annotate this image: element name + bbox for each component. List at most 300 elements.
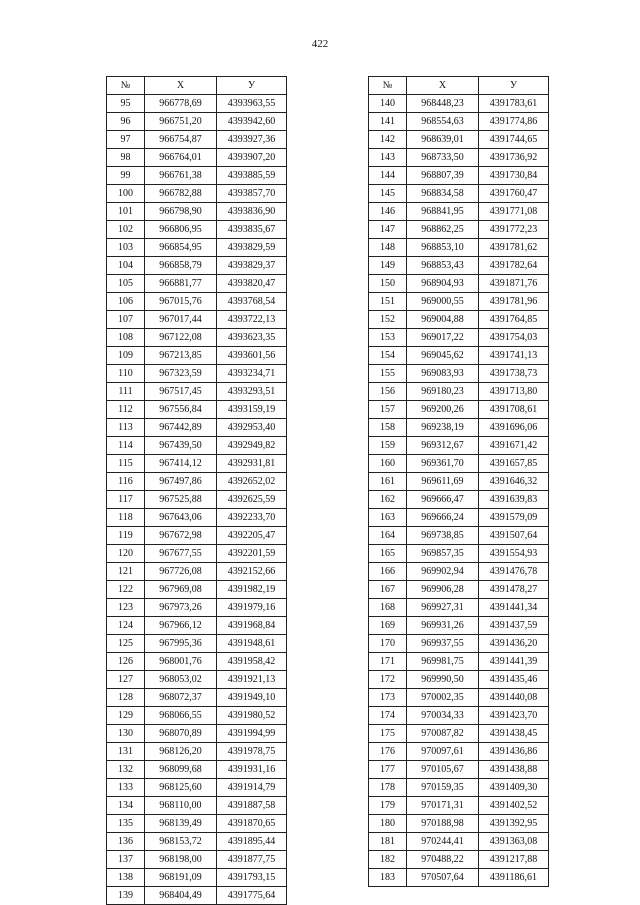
y-coordinate: 4391968,84 [217, 617, 287, 635]
y-coordinate: 4391980,52 [217, 707, 287, 725]
table-row [107, 635, 287, 653]
y-coordinate: 4391914,79 [217, 779, 287, 797]
point-number: 126 [107, 653, 145, 671]
table-row [107, 545, 287, 563]
coordinates-table-left [106, 76, 287, 905]
point-number: 151 [369, 293, 407, 311]
x-coordinate: 966806,95 [145, 221, 217, 239]
point-number: 181 [369, 833, 407, 851]
table-row [369, 365, 549, 383]
y-coordinate: 4391775,64 [217, 887, 287, 905]
y-coordinate: 4391409,30 [479, 779, 549, 797]
table-row [369, 167, 549, 185]
table-row [107, 779, 287, 797]
point-number: 183 [369, 869, 407, 887]
y-coordinate: 4392652,02 [217, 473, 287, 491]
x-coordinate: 968404,49 [145, 887, 217, 905]
table-row [369, 545, 549, 563]
point-number: 123 [107, 599, 145, 617]
y-coordinate: 4393601,56 [217, 347, 287, 365]
x-coordinate: 968554,63 [407, 113, 479, 131]
point-number: 138 [107, 869, 145, 887]
y-coordinate: 4391870,65 [217, 815, 287, 833]
point-number: 96 [107, 113, 145, 131]
point-number: 165 [369, 545, 407, 563]
y-coordinate: 4391363,08 [479, 833, 549, 851]
x-coordinate: 966764,01 [145, 149, 217, 167]
table-row [107, 311, 287, 329]
y-coordinate: 4391696,06 [479, 419, 549, 437]
x-coordinate: 967517,45 [145, 383, 217, 401]
y-coordinate: 4391781,96 [479, 293, 549, 311]
point-number: 117 [107, 491, 145, 509]
x-coordinate: 968733,50 [407, 149, 479, 167]
x-coordinate: 967439,50 [145, 437, 217, 455]
y-coordinate: 4391646,32 [479, 473, 549, 491]
x-coordinate: 968099,68 [145, 761, 217, 779]
x-coordinate: 967414,12 [145, 455, 217, 473]
point-number: 98 [107, 149, 145, 167]
y-coordinate: 4391438,88 [479, 761, 549, 779]
point-number: 144 [369, 167, 407, 185]
table-row [107, 185, 287, 203]
point-number: 158 [369, 419, 407, 437]
x-coordinate: 967015,76 [145, 293, 217, 311]
y-coordinate: 4391554,93 [479, 545, 549, 563]
point-number: 148 [369, 239, 407, 257]
y-coordinate: 4391738,73 [479, 365, 549, 383]
x-coordinate: 968053,02 [145, 671, 217, 689]
y-coordinate: 4392233,70 [217, 509, 287, 527]
y-coordinate: 4391441,34 [479, 599, 549, 617]
x-coordinate: 969180,23 [407, 383, 479, 401]
point-number: 174 [369, 707, 407, 725]
table-row [369, 851, 549, 869]
x-coordinate: 967966,12 [145, 617, 217, 635]
x-coordinate: 969000,55 [407, 293, 479, 311]
table-row [107, 383, 287, 401]
y-coordinate: 4393942,60 [217, 113, 287, 131]
table-row [369, 347, 549, 365]
coordinates-table-right [368, 76, 549, 887]
x-coordinate: 966761,38 [145, 167, 217, 185]
table-row [369, 707, 549, 725]
x-coordinate: 966881,77 [145, 275, 217, 293]
header-number: № [369, 77, 407, 95]
table-row [369, 185, 549, 203]
point-number: 116 [107, 473, 145, 491]
table-row [369, 653, 549, 671]
table-row [107, 239, 287, 257]
table-row [107, 887, 287, 905]
y-coordinate: 4393907,20 [217, 149, 287, 167]
point-number: 128 [107, 689, 145, 707]
y-coordinate: 4391772,23 [479, 221, 549, 239]
y-coordinate: 4391921,13 [217, 671, 287, 689]
y-coordinate: 4391895,44 [217, 833, 287, 851]
x-coordinate: 970159,35 [407, 779, 479, 797]
table-row [107, 473, 287, 491]
table-row [369, 725, 549, 743]
x-coordinate: 969611,69 [407, 473, 479, 491]
x-coordinate: 967672,98 [145, 527, 217, 545]
point-number: 124 [107, 617, 145, 635]
y-coordinate: 4391741,13 [479, 347, 549, 365]
header-x: X [407, 77, 479, 95]
table-row [107, 743, 287, 761]
x-coordinate: 968862,25 [407, 221, 479, 239]
table-row [369, 131, 549, 149]
point-number: 171 [369, 653, 407, 671]
x-coordinate: 968904,93 [407, 275, 479, 293]
y-coordinate: 4391994,99 [217, 725, 287, 743]
point-number: 114 [107, 437, 145, 455]
y-coordinate: 4391392,95 [479, 815, 549, 833]
table-row [107, 797, 287, 815]
x-coordinate: 966798,90 [145, 203, 217, 221]
x-coordinate: 968841,95 [407, 203, 479, 221]
y-coordinate: 4391764,85 [479, 311, 549, 329]
x-coordinate: 967726,08 [145, 563, 217, 581]
x-coordinate: 969361,70 [407, 455, 479, 473]
table-row [107, 365, 287, 383]
y-coordinate: 4392931,81 [217, 455, 287, 473]
x-coordinate: 969906,28 [407, 581, 479, 599]
x-coordinate: 969927,31 [407, 599, 479, 617]
point-number: 106 [107, 293, 145, 311]
y-coordinate: 4393159,19 [217, 401, 287, 419]
point-number: 121 [107, 563, 145, 581]
table-row [107, 437, 287, 455]
table-row [369, 275, 549, 293]
point-number: 104 [107, 257, 145, 275]
point-number: 135 [107, 815, 145, 833]
point-number: 139 [107, 887, 145, 905]
point-number: 172 [369, 671, 407, 689]
table-row [369, 419, 549, 437]
x-coordinate: 969902,94 [407, 563, 479, 581]
table-row [369, 869, 549, 887]
y-coordinate: 4391931,16 [217, 761, 287, 779]
y-coordinate: 4391713,80 [479, 383, 549, 401]
point-number: 108 [107, 329, 145, 347]
x-coordinate: 970002,35 [407, 689, 479, 707]
point-number: 101 [107, 203, 145, 221]
x-coordinate: 968125,60 [145, 779, 217, 797]
table-row [369, 221, 549, 239]
table-row [107, 149, 287, 167]
x-coordinate: 966854,95 [145, 239, 217, 257]
table-row [369, 401, 549, 419]
x-coordinate: 967497,86 [145, 473, 217, 491]
table-row [107, 815, 287, 833]
table-row [369, 383, 549, 401]
x-coordinate: 970244,41 [407, 833, 479, 851]
x-coordinate: 969666,24 [407, 509, 479, 527]
y-coordinate: 4391435,46 [479, 671, 549, 689]
point-number: 156 [369, 383, 407, 401]
x-coordinate: 969017,22 [407, 329, 479, 347]
x-coordinate: 968066,55 [145, 707, 217, 725]
table-row [369, 455, 549, 473]
point-number: 113 [107, 419, 145, 437]
y-coordinate: 4391949,10 [217, 689, 287, 707]
table-row [107, 707, 287, 725]
y-coordinate: 4391771,08 [479, 203, 549, 221]
table-row [107, 509, 287, 527]
point-number: 140 [369, 95, 407, 113]
y-coordinate: 4391217,88 [479, 851, 549, 869]
x-coordinate: 970105,67 [407, 761, 479, 779]
y-coordinate: 4392625,59 [217, 491, 287, 509]
table-header-row [107, 77, 287, 95]
point-number: 147 [369, 221, 407, 239]
y-coordinate: 4393820,47 [217, 275, 287, 293]
table-row [369, 617, 549, 635]
table-row [107, 221, 287, 239]
point-number: 120 [107, 545, 145, 563]
y-coordinate: 4391979,16 [217, 599, 287, 617]
point-number: 162 [369, 491, 407, 509]
x-coordinate: 968853,10 [407, 239, 479, 257]
y-coordinate: 4392152,66 [217, 563, 287, 581]
point-number: 146 [369, 203, 407, 221]
point-number: 141 [369, 113, 407, 131]
x-coordinate: 969666,47 [407, 491, 479, 509]
point-number: 166 [369, 563, 407, 581]
table-row [107, 527, 287, 545]
x-coordinate: 967442,89 [145, 419, 217, 437]
point-number: 159 [369, 437, 407, 455]
y-coordinate: 4391774,86 [479, 113, 549, 131]
y-coordinate: 4391579,09 [479, 509, 549, 527]
table-row [107, 689, 287, 707]
point-number: 180 [369, 815, 407, 833]
x-coordinate: 966778,69 [145, 95, 217, 113]
table-row [107, 761, 287, 779]
x-coordinate: 967556,84 [145, 401, 217, 419]
point-number: 105 [107, 275, 145, 293]
y-coordinate: 4391793,15 [217, 869, 287, 887]
x-coordinate: 968853,43 [407, 257, 479, 275]
y-coordinate: 4391423,70 [479, 707, 549, 725]
table-row [369, 833, 549, 851]
x-coordinate: 966858,79 [145, 257, 217, 275]
y-coordinate: 4392205,47 [217, 527, 287, 545]
y-coordinate: 4391438,45 [479, 725, 549, 743]
y-coordinate: 4391478,27 [479, 581, 549, 599]
y-coordinate: 4391639,83 [479, 491, 549, 509]
point-number: 122 [107, 581, 145, 599]
point-number: 176 [369, 743, 407, 761]
point-number: 132 [107, 761, 145, 779]
y-coordinate: 4391507,64 [479, 527, 549, 545]
table-row [369, 599, 549, 617]
table-row [107, 113, 287, 131]
table-row [369, 527, 549, 545]
point-number: 137 [107, 851, 145, 869]
x-coordinate: 968153,72 [145, 833, 217, 851]
point-number: 112 [107, 401, 145, 419]
x-coordinate: 968070,89 [145, 725, 217, 743]
y-coordinate: 4391781,62 [479, 239, 549, 257]
y-coordinate: 4391982,19 [217, 581, 287, 599]
x-coordinate: 969312,67 [407, 437, 479, 455]
x-coordinate: 969200,26 [407, 401, 479, 419]
x-coordinate: 968139,49 [145, 815, 217, 833]
y-coordinate: 4391186,61 [479, 869, 549, 887]
table-row [369, 743, 549, 761]
table-row [107, 653, 287, 671]
point-number: 178 [369, 779, 407, 797]
x-coordinate: 968001,76 [145, 653, 217, 671]
x-coordinate: 969083,93 [407, 365, 479, 383]
point-number: 97 [107, 131, 145, 149]
point-number: 119 [107, 527, 145, 545]
table-row [369, 437, 549, 455]
table-row [369, 761, 549, 779]
point-number: 150 [369, 275, 407, 293]
table-row [369, 689, 549, 707]
point-number: 182 [369, 851, 407, 869]
header-y: У [479, 77, 549, 95]
point-number: 179 [369, 797, 407, 815]
header-y: У [217, 77, 287, 95]
point-number: 168 [369, 599, 407, 617]
point-number: 134 [107, 797, 145, 815]
table-row [369, 203, 549, 221]
page-number: 422 [311, 38, 329, 50]
table-row [107, 329, 287, 347]
y-coordinate: 4391730,84 [479, 167, 549, 185]
point-number: 145 [369, 185, 407, 203]
y-coordinate: 4391436,20 [479, 635, 549, 653]
y-coordinate: 4393829,37 [217, 257, 287, 275]
point-number: 157 [369, 401, 407, 419]
point-number: 169 [369, 617, 407, 635]
point-number: 149 [369, 257, 407, 275]
x-coordinate: 968072,37 [145, 689, 217, 707]
x-coordinate: 967122,08 [145, 329, 217, 347]
table-row [107, 419, 287, 437]
point-number: 131 [107, 743, 145, 761]
table-row [369, 149, 549, 167]
table-row [369, 473, 549, 491]
table-row [107, 671, 287, 689]
x-coordinate: 967969,08 [145, 581, 217, 599]
point-number: 152 [369, 311, 407, 329]
point-number: 115 [107, 455, 145, 473]
table-row [107, 95, 287, 113]
point-number: 154 [369, 347, 407, 365]
point-number: 109 [107, 347, 145, 365]
point-number: 161 [369, 473, 407, 491]
point-number: 142 [369, 131, 407, 149]
x-coordinate: 966754,87 [145, 131, 217, 149]
table-row [369, 779, 549, 797]
table-row [369, 635, 549, 653]
y-coordinate: 4393857,70 [217, 185, 287, 203]
y-coordinate: 4392949,82 [217, 437, 287, 455]
x-coordinate: 967213,85 [145, 347, 217, 365]
header-x: X [145, 77, 217, 95]
table-row [107, 293, 287, 311]
point-number: 103 [107, 239, 145, 257]
point-number: 130 [107, 725, 145, 743]
y-coordinate: 4391657,85 [479, 455, 549, 473]
point-number: 127 [107, 671, 145, 689]
point-number: 153 [369, 329, 407, 347]
point-number: 160 [369, 455, 407, 473]
point-number: 163 [369, 509, 407, 527]
x-coordinate: 968110,00 [145, 797, 217, 815]
table-row [107, 563, 287, 581]
y-coordinate: 4391958,42 [217, 653, 287, 671]
table-row [369, 563, 549, 581]
x-coordinate: 970488,22 [407, 851, 479, 869]
y-coordinate: 4391440,08 [479, 689, 549, 707]
table-row [369, 239, 549, 257]
point-number: 129 [107, 707, 145, 725]
point-number: 125 [107, 635, 145, 653]
y-coordinate: 4391754,03 [479, 329, 549, 347]
y-coordinate: 4391736,92 [479, 149, 549, 167]
point-number: 175 [369, 725, 407, 743]
y-coordinate: 4391437,59 [479, 617, 549, 635]
point-number: 118 [107, 509, 145, 527]
table-row [107, 275, 287, 293]
table-row [107, 167, 287, 185]
table-row [107, 617, 287, 635]
point-number: 164 [369, 527, 407, 545]
table-row [107, 347, 287, 365]
table-row [107, 851, 287, 869]
y-coordinate: 4393963,55 [217, 95, 287, 113]
y-coordinate: 4393836,90 [217, 203, 287, 221]
header-number: № [107, 77, 145, 95]
x-coordinate: 970188,98 [407, 815, 479, 833]
y-coordinate: 4391476,78 [479, 563, 549, 581]
y-coordinate: 4393829,59 [217, 239, 287, 257]
y-coordinate: 4393885,59 [217, 167, 287, 185]
x-coordinate: 967323,59 [145, 365, 217, 383]
table-row [107, 257, 287, 275]
table-row [369, 491, 549, 509]
point-number: 136 [107, 833, 145, 851]
x-coordinate: 970171,31 [407, 797, 479, 815]
x-coordinate: 967995,36 [145, 635, 217, 653]
point-number: 177 [369, 761, 407, 779]
x-coordinate: 967643,06 [145, 509, 217, 527]
point-number: 107 [107, 311, 145, 329]
y-coordinate: 4391887,58 [217, 797, 287, 815]
x-coordinate: 966782,88 [145, 185, 217, 203]
y-coordinate: 4391744,65 [479, 131, 549, 149]
x-coordinate: 968448,23 [407, 95, 479, 113]
y-coordinate: 4393835,67 [217, 221, 287, 239]
y-coordinate: 4391782,64 [479, 257, 549, 275]
table-row [107, 401, 287, 419]
table-row [107, 203, 287, 221]
table-row [369, 509, 549, 527]
table-row [369, 815, 549, 833]
x-coordinate: 970097,61 [407, 743, 479, 761]
y-coordinate: 4392201,59 [217, 545, 287, 563]
x-coordinate: 970507,64 [407, 869, 479, 887]
y-coordinate: 4391671,42 [479, 437, 549, 455]
y-coordinate: 4391978,75 [217, 743, 287, 761]
x-coordinate: 970087,82 [407, 725, 479, 743]
